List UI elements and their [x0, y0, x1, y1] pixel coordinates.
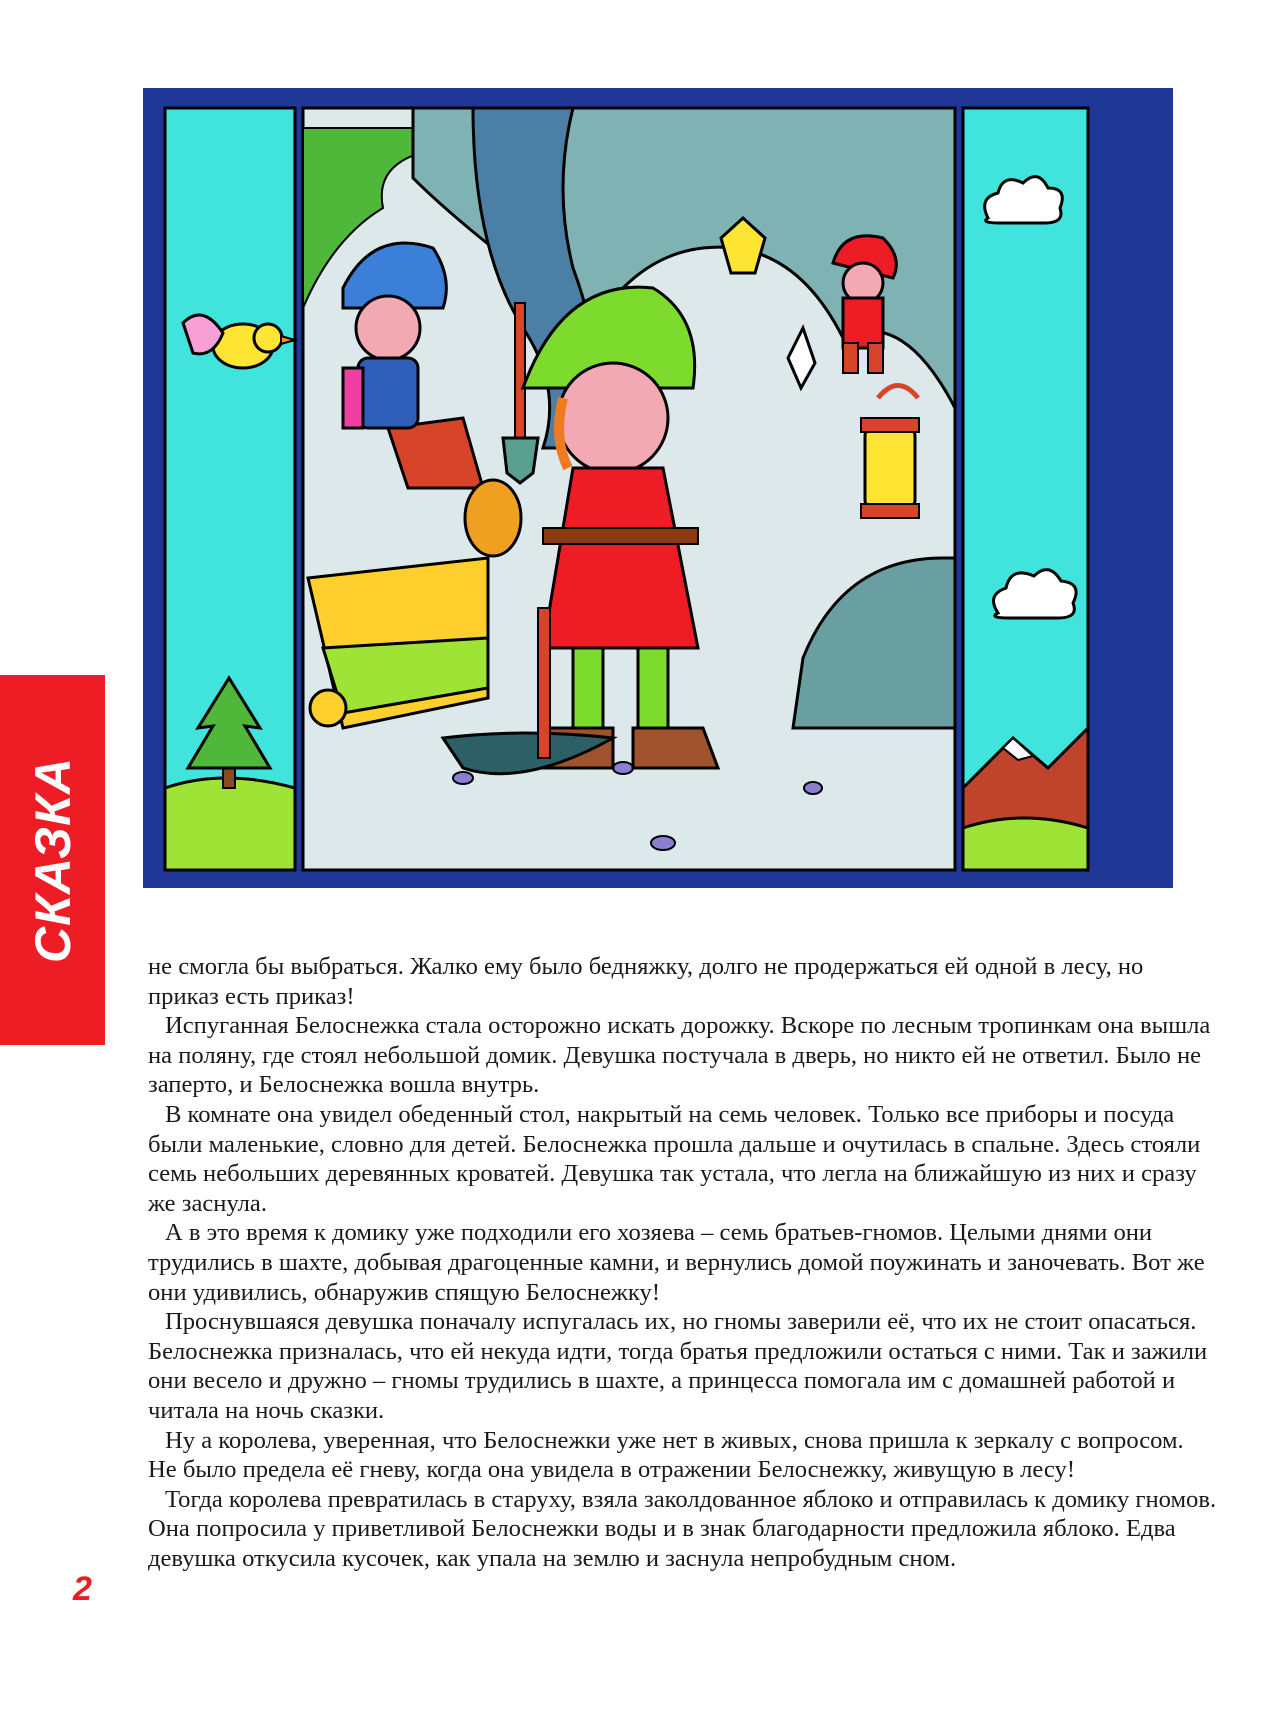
story-paragraph: Ну а королева, уверенная, что Белоснежки уже нет в живых, снова пришла к зеркалу с вопросом. Не было предела её гневу, когда она увидела в отражении Белоснежку, живущую в лесу!	[148, 1426, 1184, 1484]
story-paragraph: не смогла бы выбраться. Жалко ему было бедняжку, долго не продержаться ей одной в лесу, но приказ есть приказ!	[148, 953, 1144, 1010]
mine-cart	[308, 558, 488, 728]
section-tab	[0, 675, 105, 1045]
story-paragraph: Тогда королева превратилась в старуху, взяла заколдованное яблоко и отправилась к домику гномов. Она попросила у приветливой Белоснежки воды и в знак благодарности предложила яблоко. Едва девушка откусила кусочек, как упала на землю и заснула непробудным сном.	[148, 1485, 1217, 1572]
page-number: 2	[73, 1570, 92, 1608]
story-paragraph: А в это время к домику уже подходили его хозяева – семь братьев-гномов. Целыми днями они трудились в шахте, добывая драгоценные камни, и вернулись домой поужинать и заночевать. Вот же они удивились, обнаружив спящую Белоснежку!	[148, 1219, 1205, 1306]
section-label: СКАЗКА	[24, 756, 81, 964]
story-paragraph: В комнате она увидел обеденный стол, накрытый на семь человек. Только все приборы и посуда были маленькие, словно для детей. Белоснежка прошла дальше и очутилась в спальне. Здесь стояли семь небольших деревянных кроватей. Девушка так устала, что легла на ближайшую из них и сразу же заснула.	[148, 1100, 1201, 1217]
story-paragraph: Испуганная Белоснежка стала осторожно искать дорожку. Вскоре по лесным тропинкам она вышла на поляну, где стоял небольшой домик. Девушка постучала в дверь, но никто ей не ответил. Было не заперто, и Белоснежка вошла внутрь.	[148, 1012, 1211, 1099]
story-paragraph: Проснувшаяся девушка поначалу испугалась их, но гномы заверили её, что их не стоит опасаться. Белоснежка призналась, что ей некуда идти, тогда братья предложили остаться с ними. Так и зажили они весело и дружно – гномы трудились в шахте, а принцесса помогала им с домашней работой и читала на ночь сказки.	[148, 1308, 1208, 1424]
illustration-svg	[143, 88, 1173, 888]
story-text	[148, 952, 1218, 1573]
illustration-gnomes-in-mine	[143, 88, 1173, 888]
mine-scene	[303, 108, 955, 870]
